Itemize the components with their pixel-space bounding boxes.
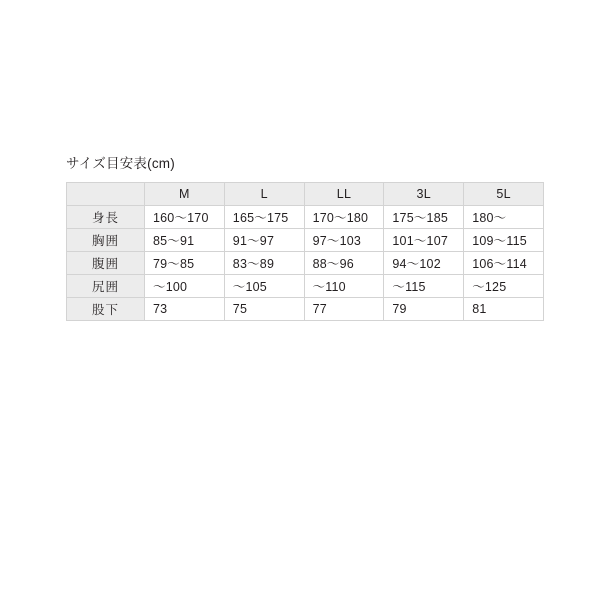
- size-table: [66, 182, 544, 321]
- page-title: サイズ目安表(cm): [66, 156, 175, 171]
- table-header-row: [67, 183, 544, 206]
- column-header-ll: LL: [304, 183, 384, 206]
- cell-chest-m: 85〜91: [145, 229, 225, 252]
- column-header-3l: 3L: [384, 183, 464, 206]
- table-row: [67, 298, 544, 321]
- cell-inseam-m: 73: [145, 298, 225, 321]
- table-row: [67, 206, 544, 229]
- cell-hip-5l: 〜125: [464, 275, 544, 298]
- cell-chest-3l: 101〜107: [384, 229, 464, 252]
- cell-chest-l: 91〜97: [224, 229, 304, 252]
- size-table-container: [66, 182, 543, 321]
- row-label-height: 身長: [67, 206, 145, 229]
- cell-height-m: 160〜170: [145, 206, 225, 229]
- cell-waist-3l: 94〜102: [384, 252, 464, 275]
- row-label-hip: 尻囲: [67, 275, 145, 298]
- cell-inseam-l: 75: [224, 298, 304, 321]
- row-label-inseam: 股下: [67, 298, 145, 321]
- row-label-chest: 胸囲: [67, 229, 145, 252]
- table-row: [67, 275, 544, 298]
- cell-inseam-3l: 79: [384, 298, 464, 321]
- table-body: [67, 206, 544, 321]
- cell-height-3l: 175〜185: [384, 206, 464, 229]
- table-row: [67, 252, 544, 275]
- cell-inseam-ll: 77: [304, 298, 384, 321]
- table-corner-cell: [67, 183, 145, 206]
- cell-chest-ll: 97〜103: [304, 229, 384, 252]
- row-label-waist: 腹囲: [67, 252, 145, 275]
- cell-hip-l: 〜105: [224, 275, 304, 298]
- cell-height-ll: 170〜180: [304, 206, 384, 229]
- cell-hip-ll: 〜110: [304, 275, 384, 298]
- cell-inseam-5l: 81: [464, 298, 544, 321]
- column-header-5l: 5L: [464, 183, 544, 206]
- table-row: [67, 229, 544, 252]
- cell-waist-ll: 88〜96: [304, 252, 384, 275]
- cell-height-l: 165〜175: [224, 206, 304, 229]
- table-header: [67, 183, 544, 206]
- cell-waist-l: 83〜89: [224, 252, 304, 275]
- cell-hip-m: 〜100: [145, 275, 225, 298]
- cell-chest-5l: 109〜115: [464, 229, 544, 252]
- cell-waist-m: 79〜85: [145, 252, 225, 275]
- cell-height-5l: 180〜: [464, 206, 544, 229]
- column-header-l: L: [224, 183, 304, 206]
- column-header-m: M: [145, 183, 225, 206]
- cell-waist-5l: 106〜114: [464, 252, 544, 275]
- cell-hip-3l: 〜115: [384, 275, 464, 298]
